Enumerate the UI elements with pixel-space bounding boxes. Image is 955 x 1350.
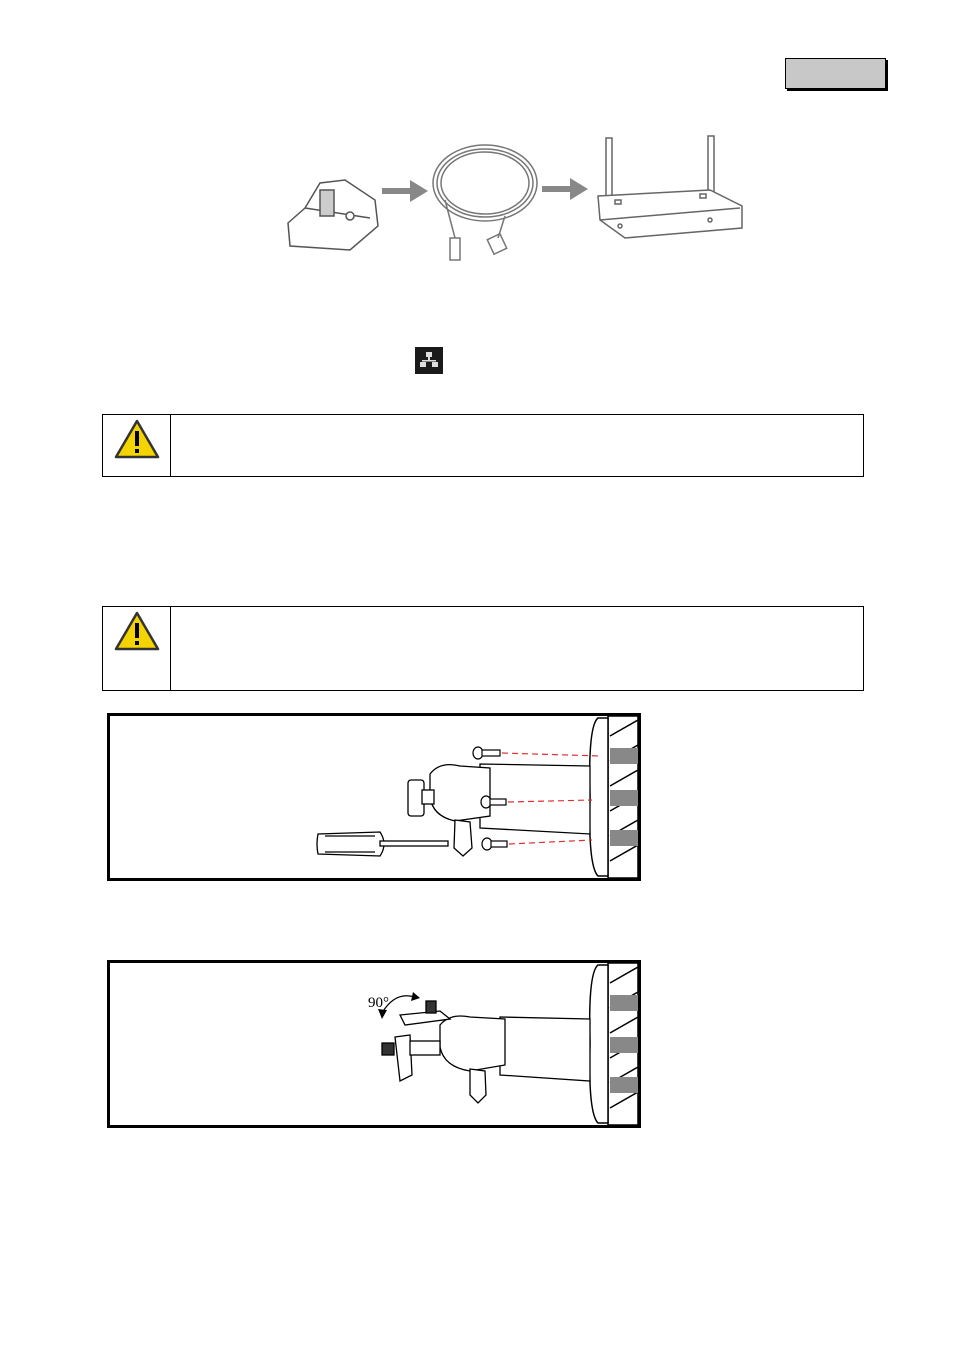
warning-text xyxy=(171,607,863,690)
receiver-router-icon xyxy=(598,136,742,238)
warning-box xyxy=(102,414,864,477)
warning-triangle-icon xyxy=(114,611,160,651)
warning-triangle-icon xyxy=(114,419,160,459)
bracket-plate xyxy=(590,718,608,876)
connection-illustration xyxy=(270,128,760,278)
network-cable-icon xyxy=(433,145,537,260)
warning-box xyxy=(102,606,864,691)
bracket-plate xyxy=(590,965,608,1123)
docking-station-icon xyxy=(288,180,378,250)
mounting-figure-rotate xyxy=(107,960,641,1128)
warning-text xyxy=(171,415,863,476)
arrow-right-icon xyxy=(542,178,588,200)
screwdriver-icon xyxy=(317,832,448,856)
wall-icon xyxy=(608,716,638,878)
mounting-figure-screws xyxy=(107,713,641,881)
angle-label: 90° xyxy=(368,995,389,1011)
network-icon xyxy=(415,347,443,374)
wall-icon xyxy=(608,963,638,1125)
arrow-right-icon xyxy=(382,180,428,202)
bracket-arm xyxy=(440,1016,590,1103)
language-tab xyxy=(785,58,886,89)
rotation-knob-icon xyxy=(382,1001,450,1081)
